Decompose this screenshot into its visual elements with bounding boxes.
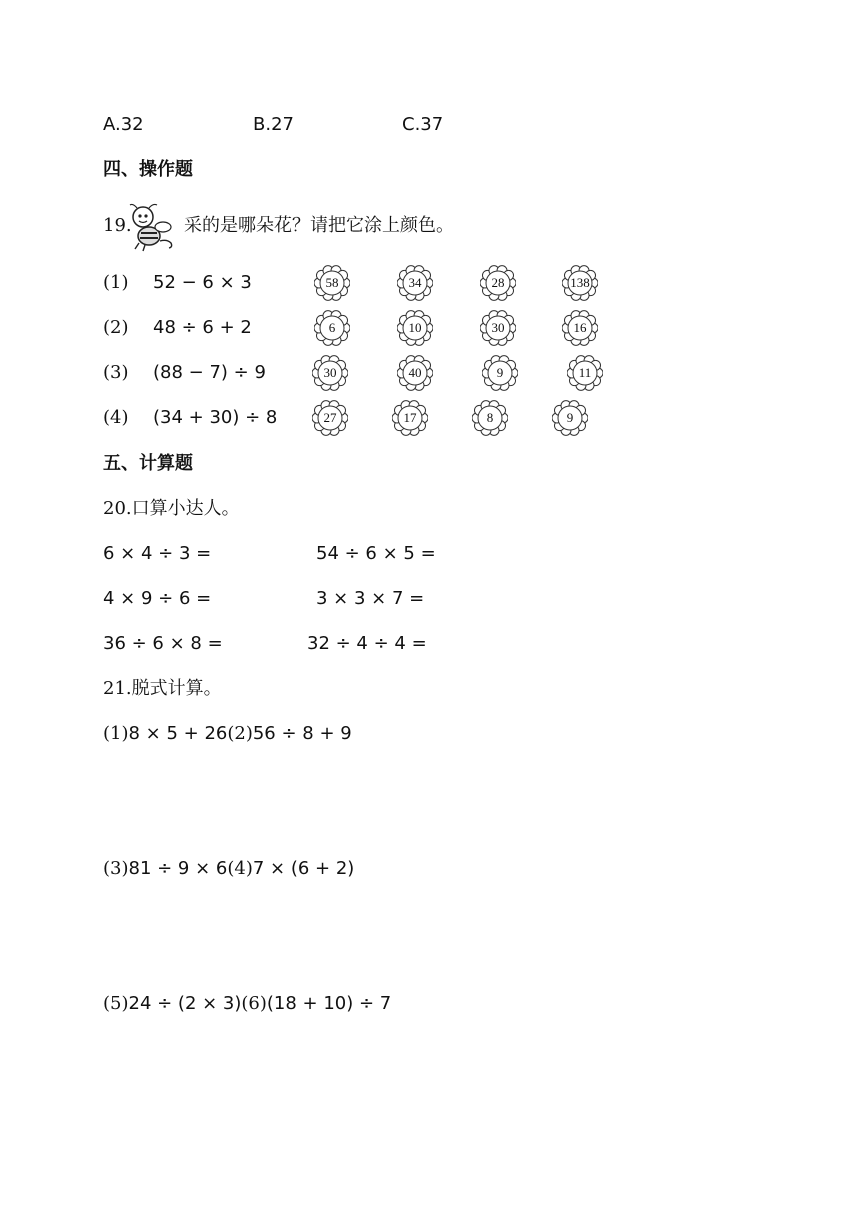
flower-option[interactable]: 17 (392, 400, 428, 436)
q19-row-3-label: (3) (103, 362, 129, 383)
q21-expr: 56 ÷ 8 + 9 (252, 723, 352, 744)
option-a: A.32 (103, 114, 144, 135)
flower-option[interactable]: 11 (567, 355, 603, 391)
flower-option[interactable]: 34 (397, 265, 433, 301)
q21-expr: (18 + 10) ÷ 7 (266, 993, 392, 1014)
q20-item: 36 ÷ 6 × 8 = (103, 633, 223, 654)
q21-line-3 (103, 992, 391, 1016)
q21-line-1 (103, 722, 352, 746)
flower-option[interactable]: 30 (312, 355, 348, 391)
bee-icon (127, 203, 183, 253)
flower-option[interactable]: 30 (480, 310, 516, 346)
q20-item: 3 × 3 × 7 = (316, 588, 425, 609)
flower-option[interactable]: 27 (312, 400, 348, 436)
q21-expr: 8 × 5 + 26 (128, 723, 228, 744)
q21-label: (3) (103, 858, 129, 879)
q21-expr: 7 × (6 + 2) (252, 858, 355, 879)
q19-row-4-expr: (34 + 30) ÷ 8 (153, 407, 278, 428)
q19-row-2-expr: 48 ÷ 6 + 2 (153, 317, 252, 338)
q19-prompt: 采的是哪朵花？请把它涂上颜色。 (184, 215, 454, 236)
q19-row-4-label: (4) (103, 407, 129, 428)
q20-item: 32 ÷ 4 ÷ 4 = (307, 633, 427, 654)
flower-option[interactable]: 10 (397, 310, 433, 346)
flower-option[interactable]: 28 (480, 265, 516, 301)
flower-option[interactable]: 9 (552, 400, 588, 436)
q21-title: 21.脱式计算。 (103, 678, 222, 699)
q21-label: (6) (241, 993, 267, 1014)
flower-option[interactable]: 8 (472, 400, 508, 436)
flower-option[interactable]: 138 (562, 265, 598, 301)
section-4-title: 四、操作题 (103, 159, 193, 180)
flower-option[interactable]: 40 (397, 355, 433, 391)
q21-expr: 81 ÷ 9 × 6 (128, 858, 228, 879)
q20-item: 4 × 9 ÷ 6 = (103, 588, 212, 609)
q20-item: 54 ÷ 6 × 5 = (316, 543, 436, 564)
q20-item: 6 × 4 ÷ 3 = (103, 543, 212, 564)
flower-option[interactable]: 9 (482, 355, 518, 391)
q21-label: (1) (103, 723, 129, 744)
flower-option[interactable]: 58 (314, 265, 350, 301)
section-5-title: 五、计算题 (103, 453, 193, 474)
flower-option[interactable]: 16 (562, 310, 598, 346)
q21-line-2 (103, 857, 354, 881)
q19-row-2-label: (2) (103, 317, 129, 338)
q19-row-1-label: (1) (103, 272, 129, 293)
flower-option[interactable]: 6 (314, 310, 350, 346)
q19-number: 19. (103, 215, 132, 236)
q19-row-1-expr: 52 − 6 × 3 (153, 272, 252, 293)
q21-label: (2) (227, 723, 253, 744)
option-c: C.37 (402, 114, 444, 135)
q21-label: (5) (103, 993, 129, 1014)
q21-label: (4) (227, 858, 253, 879)
q20-title: 20.口算小达人。 (103, 498, 240, 519)
option-b: B.27 (253, 114, 294, 135)
q19-row-3-expr: (88 − 7) ÷ 9 (153, 362, 266, 383)
q21-expr: 24 ÷ (2 × 3) (128, 993, 242, 1014)
